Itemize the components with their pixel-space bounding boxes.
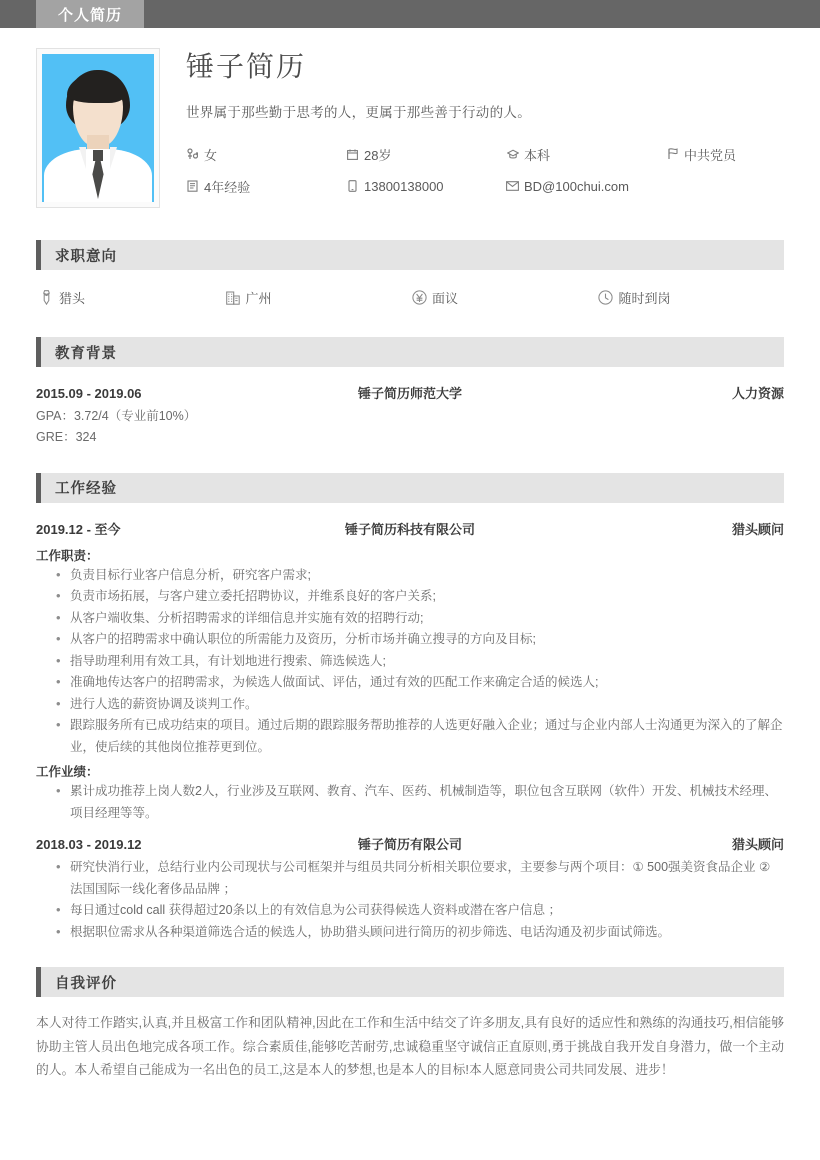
mail-icon bbox=[506, 181, 519, 191]
flag-icon bbox=[666, 148, 679, 160]
section-header-evaluation bbox=[36, 967, 784, 997]
work-entry-head bbox=[36, 509, 784, 542]
intention-availability bbox=[598, 288, 785, 307]
info-degree-text: 本科 bbox=[524, 147, 551, 163]
work-position: 猎头顾问 bbox=[731, 837, 784, 852]
list-item: • 从客户的招聘需求中确认职位的所需能力及资历，分析市场并确立搜寻的方向及目标; bbox=[56, 629, 784, 651]
intention-city-text: 广州 bbox=[245, 291, 272, 306]
work-entry bbox=[36, 509, 784, 825]
intention-availability-text: 随时到岗 bbox=[618, 291, 671, 306]
avatar-tie-knot bbox=[93, 150, 103, 160]
resume-tab[interactable]: 个人简历 bbox=[36, 0, 144, 28]
resume-page bbox=[0, 28, 820, 1082]
section-header-work bbox=[36, 473, 784, 503]
list-item: • 根据职位需求从各种渠道筛选合适的候选人，协助猎头顾问进行简历的初步筛选、电话沟通及初步面试筛选。 bbox=[56, 922, 784, 944]
education-gre: GRE：324 bbox=[36, 430, 97, 445]
work-company: 锤子简历有限公司 bbox=[357, 837, 462, 852]
info-degree bbox=[506, 145, 666, 164]
info-experience bbox=[186, 177, 346, 196]
info-age-text: 28岁 bbox=[364, 147, 392, 163]
list-item: • 每日通过cold call 获得超过20条以上的有效信息为公司获得候选人资料或潜在客户信息 ； bbox=[56, 900, 784, 922]
work-achievements-label: 工作业绩： bbox=[36, 765, 99, 779]
info-email-text: BD@100chui.com bbox=[524, 178, 629, 194]
education-school: 锤子简历师范大学 bbox=[357, 386, 462, 401]
person-avatar bbox=[42, 54, 154, 202]
education-major: 人力资源 bbox=[731, 386, 784, 401]
intention-position bbox=[38, 288, 225, 307]
section-title-education: 教育背景 bbox=[55, 345, 117, 362]
list-item: • 指导助理利用有效工具，有计划地进行搜索、筛选候选人; bbox=[56, 651, 784, 673]
work-date: 2018.03 - 2019.12 bbox=[36, 837, 142, 852]
section-title-evaluation: 自我评价 bbox=[55, 975, 117, 992]
candidate-name: 锤子简历 bbox=[186, 51, 307, 82]
education-date: 2015.09 - 2019.06 bbox=[36, 386, 142, 401]
work-entry-head bbox=[36, 824, 784, 857]
info-experience-text: 4年经验 bbox=[204, 179, 251, 195]
info-phone-text: 13800138000 bbox=[364, 178, 444, 194]
work-duties-list bbox=[36, 565, 784, 759]
list-item: • 跟踪服务所有已成功结束的项目。通过后期的跟踪服务帮助推荐的人选更好融入企业；通过与企业内部人士沟通更为深入的了解企业，使后续的其他岗位推荐更到位。 bbox=[56, 715, 784, 758]
education-entry bbox=[36, 373, 784, 449]
clock-icon bbox=[598, 290, 614, 305]
profile-details bbox=[160, 48, 784, 208]
list-item: • 进行人选的薪资协调及谈判工作。 bbox=[56, 694, 784, 716]
section-header-intention bbox=[36, 240, 784, 270]
avatar-fringe bbox=[67, 73, 125, 103]
calendar-icon bbox=[346, 149, 359, 160]
personal-info-grid bbox=[186, 145, 784, 196]
profile-photo-frame bbox=[36, 48, 160, 208]
graduation-cap-icon bbox=[506, 149, 519, 160]
building-icon bbox=[225, 291, 241, 305]
list-item: • 准确地传达客户的招聘需求，为候选人做面试、评估，通过有效的匹配工作来确定合适的候选人; bbox=[56, 672, 784, 694]
work-date: 2019.12 - 至今 bbox=[36, 521, 121, 537]
job-intention-row bbox=[36, 276, 784, 313]
work-entry bbox=[36, 824, 784, 943]
section-title-work: 工作经验 bbox=[55, 481, 117, 497]
top-bar-spacer bbox=[0, 0, 36, 28]
info-gender bbox=[186, 145, 346, 164]
list-item: • 从客户端收集、分析招聘需求的详细信息并实施有效的招聘行动; bbox=[56, 608, 784, 630]
info-phone bbox=[346, 177, 506, 196]
yen-circle-icon bbox=[411, 290, 427, 305]
avatar-collar-right bbox=[110, 147, 117, 169]
list-item: • 负责目标行业客户信息分析，研究客户需求; bbox=[56, 565, 784, 587]
info-age bbox=[346, 145, 506, 164]
info-gender-text: 女 bbox=[204, 147, 218, 163]
work-company: 锤子简历科技有限公司 bbox=[344, 521, 475, 537]
education-gpa: GPA：3.72/4（专业前10%） bbox=[36, 409, 197, 423]
work-duties-list bbox=[36, 857, 784, 943]
education-entry-head bbox=[36, 373, 784, 406]
section-title-intention: 求职意向 bbox=[55, 248, 117, 265]
necktie-icon bbox=[38, 290, 54, 305]
avatar-collar-left bbox=[79, 147, 86, 169]
candidate-motto: 世界属于那些勤于思考的人，更属于那些善于行动的人。 bbox=[186, 104, 531, 120]
work-achievements-list bbox=[36, 781, 784, 824]
intention-salary-text: 面议 bbox=[432, 291, 459, 306]
work-position: 猎头顾问 bbox=[731, 521, 784, 537]
phone-icon bbox=[346, 180, 359, 192]
list-item: • 累计成功推荐上岗人数2人，行业涉及互联网、教育、汽车、医药、机械制造等，职位包含互联网（软件）开发、机械技术经理、项目经理等等。 bbox=[56, 781, 784, 824]
list-item: • 负责市场拓展，与客户建立委托招聘协议，并维系良好的客户关系; bbox=[56, 586, 784, 608]
intention-city bbox=[225, 288, 412, 307]
section-header-education bbox=[36, 337, 784, 367]
briefcase-icon bbox=[186, 180, 199, 192]
info-political-status bbox=[666, 145, 784, 164]
info-political-status-text: 中共党员 bbox=[684, 147, 737, 163]
work-duties-label: 工作职责： bbox=[36, 548, 99, 563]
intention-position-text: 猎头 bbox=[59, 291, 86, 306]
top-bar bbox=[0, 0, 820, 28]
gender-icon bbox=[186, 148, 199, 160]
info-email bbox=[506, 177, 666, 196]
intention-salary bbox=[411, 288, 598, 307]
list-item: • 研究快消行业，总结行业内公司现状与公司框架并与组员共同分析相关职位要求，主要参与两个项目：① 500强美资食品企业 ② 法国国际一线化奢侈品品牌 ； bbox=[56, 857, 784, 900]
self-evaluation-text: 本人对待工作踏实,认真,并且极富工作和团队精神,因此在工作和生活中结交了许多朋友,具有良好的适应性和熟练的沟通技巧,相信能够协助主管人员出色地完成各项工作。综合素质佳,能够吃苦耐劳,忠诚稳重坚守诚信正直原则,勇于挑战自我开发自身潜力，做一个主动的人。本人希望自己能成为一名出色的员工,这是本人的梦想,也是本人的目标!本人愿意同贵公司共同发展、进步！ bbox=[36, 1015, 784, 1078]
profile-header bbox=[36, 28, 784, 216]
